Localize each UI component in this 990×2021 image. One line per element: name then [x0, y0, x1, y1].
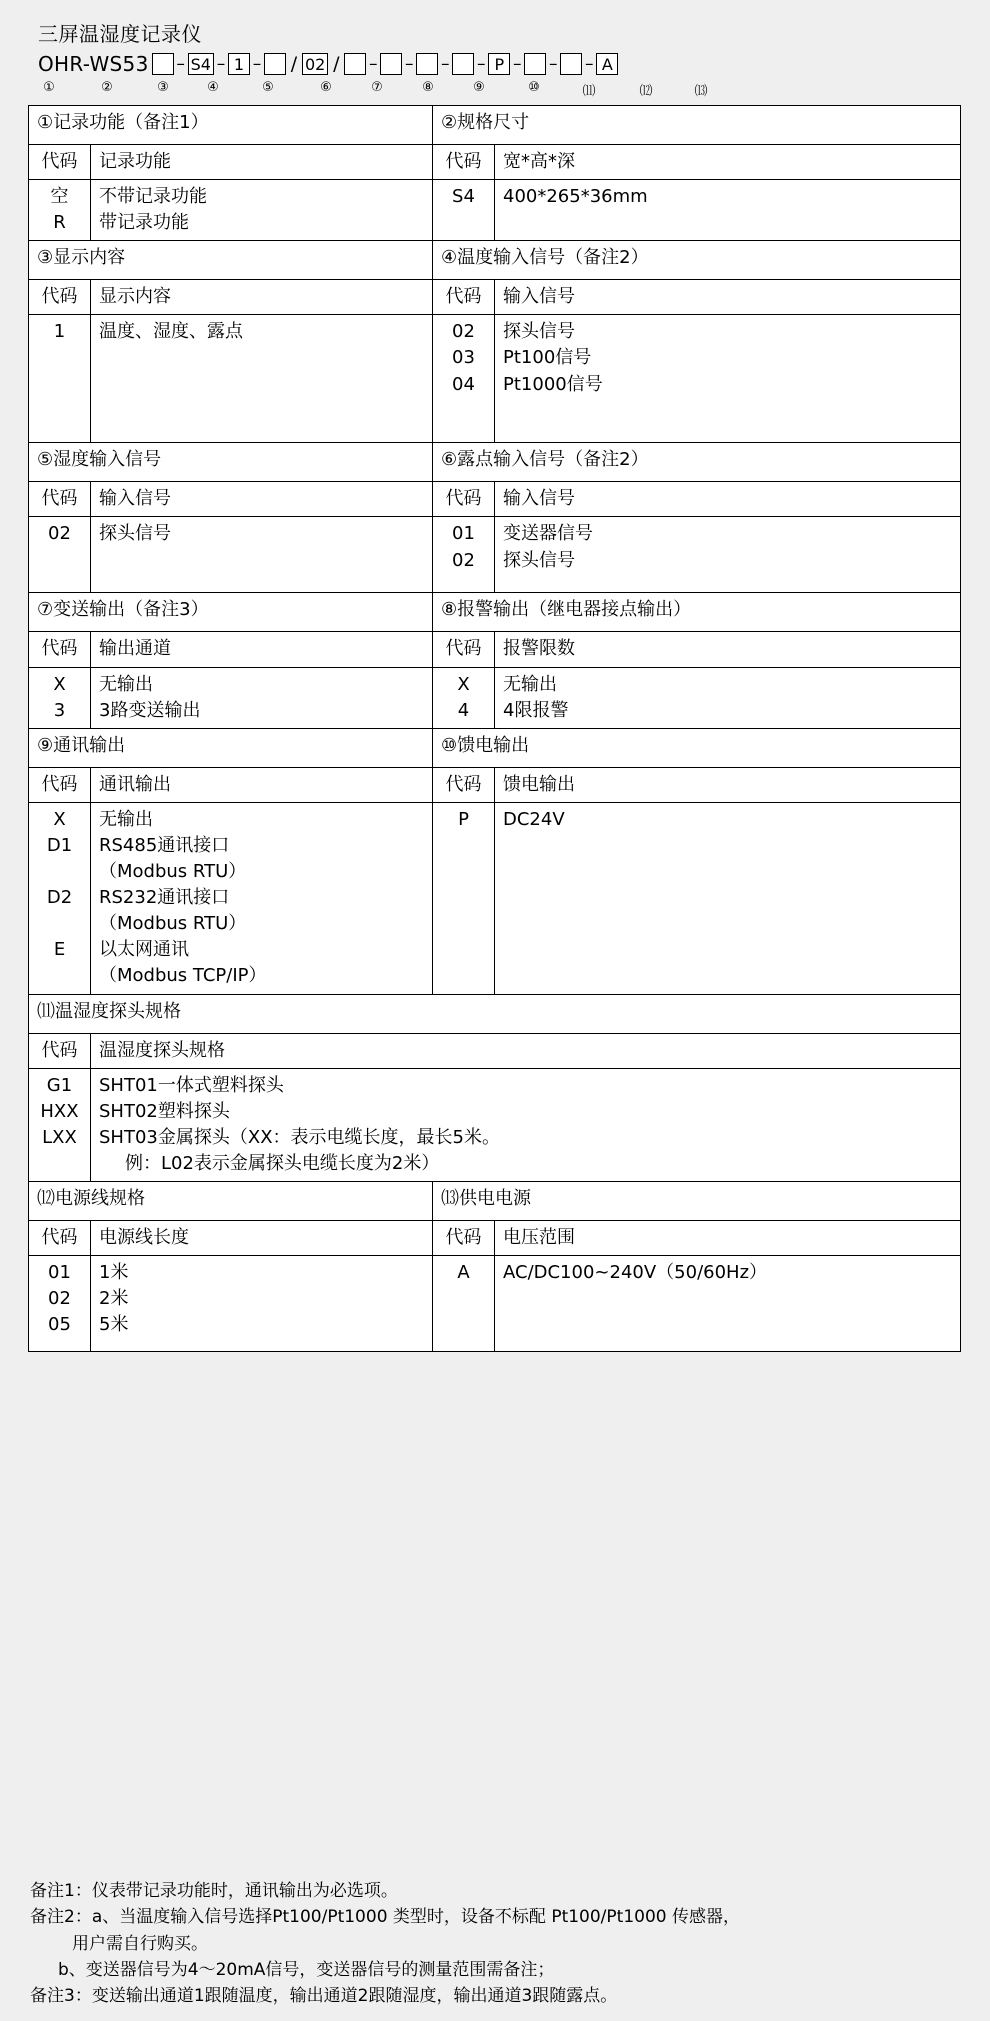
values-5: [91, 517, 433, 593]
marker-12: ⑿: [639, 84, 653, 99]
codes-1: [29, 180, 91, 241]
table-row: [29, 145, 961, 180]
table-row: [29, 517, 961, 593]
col-value-8: 报警限数: [495, 632, 961, 667]
code-cell: 1: [53, 321, 66, 343]
footnotes: [30, 1878, 970, 2010]
note-2-line-3: b、变送器信号为4～20mA信号，变送器信号的测量范围需备注；: [58, 1960, 555, 1981]
section-header-10: ⑩馈电输出: [433, 728, 961, 767]
col-value-4: 输入信号: [495, 280, 961, 315]
value-cell: RS232通讯接口: [99, 887, 230, 909]
specification-table-wrapper: [28, 105, 960, 1352]
table-row: [29, 1181, 961, 1220]
note-3: 备注3：变送输出通道1跟随温度，输出通道2跟随湿度，输出通道3跟随露点。: [30, 1986, 618, 2007]
col-code-3: 代码: [29, 280, 91, 315]
codes-12: [29, 1256, 91, 1352]
table-row: [29, 667, 961, 728]
section-header-5: ⑤湿度输入信号: [29, 443, 433, 482]
model-sep-3: –: [252, 54, 262, 74]
model-box-12[interactable]: [560, 53, 582, 75]
col-code-4: 代码: [433, 280, 495, 315]
value-cell: 带记录功能: [99, 212, 189, 234]
values-1: [91, 180, 433, 241]
table-row: [29, 1068, 961, 1181]
section-header-6: ⑥露点输入信号（备注2）: [433, 443, 961, 482]
value-cell: DC24V: [503, 808, 565, 830]
model-box-9[interactable]: [452, 53, 474, 75]
values-6: [495, 517, 961, 593]
code-cell: 04: [452, 373, 475, 395]
values-2: [495, 180, 961, 241]
codes-13: [433, 1256, 495, 1352]
code-cell: D2: [46, 887, 73, 909]
col-code-11: 代码: [29, 1033, 91, 1068]
col-code-9: 代码: [29, 767, 91, 802]
model-sep-7: –: [477, 54, 486, 74]
value-cell: 无输出: [503, 673, 557, 695]
section-header-12: ⑿电源线规格: [29, 1181, 433, 1220]
marker-4: ④: [207, 80, 219, 95]
table-row: [29, 482, 961, 517]
value-cell: 温度、湿度、露点: [99, 321, 243, 343]
model-slash-1: /: [290, 53, 298, 75]
codes-6: [433, 517, 495, 593]
code-cell: 4: [457, 699, 470, 721]
values-8: [495, 667, 961, 728]
values-9: [91, 802, 433, 994]
codes-7: [29, 667, 91, 728]
col-code-7: 代码: [29, 632, 91, 667]
model-box-10[interactable]: P: [488, 53, 510, 75]
code-cell: E: [53, 939, 66, 961]
value-cell: 2米: [99, 1288, 129, 1310]
model-box-5[interactable]: 02: [302, 53, 328, 75]
section-header-9: ⑨通讯输出: [29, 728, 433, 767]
model-sep-8: –: [513, 54, 522, 74]
codes-4: [433, 315, 495, 443]
note-2-line-2: 用户需自行购买。: [72, 1933, 208, 1954]
marker-6: ⑥: [320, 80, 332, 95]
col-code-1: 代码: [29, 145, 91, 180]
section-header-13: ⒀供电电源: [433, 1181, 961, 1220]
col-value-11: 温湿度探头规格: [91, 1033, 961, 1068]
value-cell: RS485通讯接口: [99, 834, 230, 856]
table-row: [29, 728, 961, 767]
codes-8: [433, 667, 495, 728]
model-box-3[interactable]: 1: [228, 53, 250, 75]
code-cell: LXX: [42, 1126, 77, 1148]
value-cell: 变送器信号: [503, 523, 593, 545]
value-cell: Pt1000信号: [503, 373, 603, 395]
value-cell: 400*265*36mm: [503, 186, 648, 208]
table-row: [29, 1033, 961, 1068]
codes-11: [29, 1068, 91, 1181]
model-slash-2: /: [333, 53, 340, 75]
value-cell: SHT03金属探头（XX：表示电缆长度，最长5米。: [99, 1126, 500, 1148]
code-cell: R: [53, 212, 66, 234]
model-box-7[interactable]: [380, 53, 402, 75]
col-code-13: 代码: [433, 1220, 495, 1255]
model-sep-1: –: [176, 54, 185, 74]
value-cell: 1米: [99, 1262, 129, 1284]
table-row: [29, 994, 961, 1033]
codes-10: [433, 802, 495, 994]
table-row: [29, 1220, 961, 1255]
marker-5: ⑤: [262, 80, 274, 95]
model-box-1[interactable]: [152, 53, 174, 75]
value-cell: （Modbus RTU）: [99, 913, 247, 935]
code-cell: X: [53, 808, 66, 830]
code-cell: 02: [48, 523, 71, 545]
code-cell: HXX: [40, 1100, 79, 1122]
value-cell: SHT02塑料探头: [99, 1100, 230, 1122]
col-value-1: 记录功能: [91, 145, 433, 180]
value-cell: AC/DC100~240V（50/60Hz）: [503, 1262, 768, 1284]
section-header-1: ①记录功能（备注1）: [29, 106, 433, 145]
marker-2: ②: [101, 80, 113, 95]
specification-table: [28, 105, 961, 1352]
table-row: [29, 632, 961, 667]
marker-1: ①: [43, 80, 55, 95]
model-box-6[interactable]: [344, 53, 366, 75]
col-code-10: 代码: [433, 767, 495, 802]
note-1: 备注1：仪表带记录功能时，通讯输出为必选项。: [30, 1881, 398, 1901]
value-cell: （Modbus RTU）: [99, 861, 247, 883]
values-4: [495, 315, 961, 443]
value-cell: 例：L02表示金属探头电缆长度为2米）: [125, 1152, 440, 1174]
model-box-11[interactable]: [524, 53, 546, 75]
codes-2: [433, 180, 495, 241]
value-cell: 3路变送输出: [99, 699, 201, 721]
codes-3: [29, 315, 91, 443]
model-box-8[interactable]: [416, 53, 438, 75]
value-cell: 探头信号: [503, 321, 575, 343]
note-2-line-1: 备注2：a、当温度输入信号选择Pt100/Pt1000 类型时，设备不标配 Pt100/Pt1000 传感器，: [30, 1907, 740, 1928]
section-header-8: ⑧报警输出（继电器接点输出）: [433, 593, 961, 632]
model-box-2[interactable]: S4: [188, 53, 214, 75]
col-value-3: 显示内容: [91, 280, 433, 315]
value-cell: 以太网通讯: [99, 939, 189, 961]
value-cell: 无输出: [99, 673, 153, 695]
model-sep-9: –: [549, 54, 558, 74]
values-11: [91, 1068, 961, 1181]
col-code-6: 代码: [433, 482, 495, 517]
model-sep-10: –: [585, 54, 594, 74]
section-header-3: ③显示内容: [29, 241, 433, 280]
code-cell: 01: [452, 523, 475, 545]
model-sep-2: –: [216, 54, 226, 74]
model-sep-5: –: [405, 54, 414, 74]
marker-8: ⑧: [422, 80, 434, 95]
table-row: [29, 802, 961, 994]
value-cell: Pt100信号: [503, 347, 592, 369]
code-cell: S4: [452, 186, 475, 208]
value-cell: 无输出: [99, 808, 153, 830]
code-cell: 05: [48, 1314, 71, 1336]
table-row: [29, 280, 961, 315]
model-box-4[interactable]: [264, 53, 286, 75]
table-row: [29, 593, 961, 632]
section-header-4: ④温度输入信号（备注2）: [433, 241, 961, 280]
section-header-2: ②规格尺寸: [433, 106, 961, 145]
code-cell: 03: [452, 347, 475, 369]
col-value-9: 通讯输出: [91, 767, 433, 802]
table-row: [29, 767, 961, 802]
model-code-line: [38, 50, 618, 78]
col-code-12: 代码: [29, 1220, 91, 1255]
col-value-2: 宽*高*深: [495, 145, 961, 180]
section-header-11: ⑾温湿度探头规格: [29, 994, 961, 1033]
value-cell: 4限报警: [503, 699, 569, 721]
code-cell: 02: [452, 549, 475, 571]
model-box-13[interactable]: A: [596, 53, 618, 75]
value-cell: 探头信号: [503, 549, 575, 571]
code-cell: 01: [48, 1262, 71, 1284]
code-cell: P: [458, 808, 469, 830]
model-sep-4: –: [369, 54, 378, 74]
value-cell: 不带记录功能: [99, 186, 207, 208]
table-row: [29, 106, 961, 145]
table-row: [29, 315, 961, 443]
code-cell: A: [457, 1262, 470, 1284]
values-3: [91, 315, 433, 443]
code-cell: D1: [46, 834, 73, 856]
table-row: [29, 180, 961, 241]
code-cell: G1: [46, 1074, 73, 1096]
codes-5: [29, 517, 91, 593]
col-value-6: 输入信号: [495, 482, 961, 517]
code-cell: 3: [53, 699, 66, 721]
values-13: [495, 1256, 961, 1352]
model-prefix: OHR-WS53: [38, 52, 149, 76]
code-cell: 02: [452, 321, 475, 343]
col-code-2: 代码: [433, 145, 495, 180]
marker-7: ⑦: [371, 80, 383, 95]
page-title: 三屏温湿度记录仪: [38, 22, 202, 46]
value-cell: 5米: [99, 1314, 129, 1336]
value-cell: 探头信号: [99, 523, 171, 545]
marker-3: ③: [157, 80, 169, 95]
col-code-8: 代码: [433, 632, 495, 667]
value-cell: （Modbus TCP/IP）: [99, 965, 267, 987]
col-value-12: 电源线长度: [91, 1220, 433, 1255]
table-row: [29, 443, 961, 482]
code-cell: 空: [50, 186, 69, 208]
table-row: [29, 1256, 961, 1352]
code-cell: X: [53, 673, 66, 695]
marker-11: ⑾: [582, 84, 596, 99]
code-cell: 02: [48, 1288, 71, 1310]
marker-9: ⑨: [473, 80, 485, 95]
values-7: [91, 667, 433, 728]
col-value-10: 馈电输出: [495, 767, 961, 802]
col-value-7: 输出通道: [91, 632, 433, 667]
col-value-13: 电压范围: [495, 1220, 961, 1255]
marker-10: ⑩: [528, 80, 540, 95]
section-header-7: ⑦变送输出（备注3）: [29, 593, 433, 632]
model-sep-6: –: [441, 54, 450, 74]
codes-9: [29, 802, 91, 994]
code-cell: X: [457, 673, 470, 695]
values-10: [495, 802, 961, 994]
col-value-5: 输入信号: [91, 482, 433, 517]
col-code-5: 代码: [29, 482, 91, 517]
table-row: [29, 241, 961, 280]
value-cell: SHT01一体式塑料探头: [99, 1074, 284, 1096]
values-12: [91, 1256, 433, 1352]
marker-13: ⒀: [694, 84, 708, 99]
